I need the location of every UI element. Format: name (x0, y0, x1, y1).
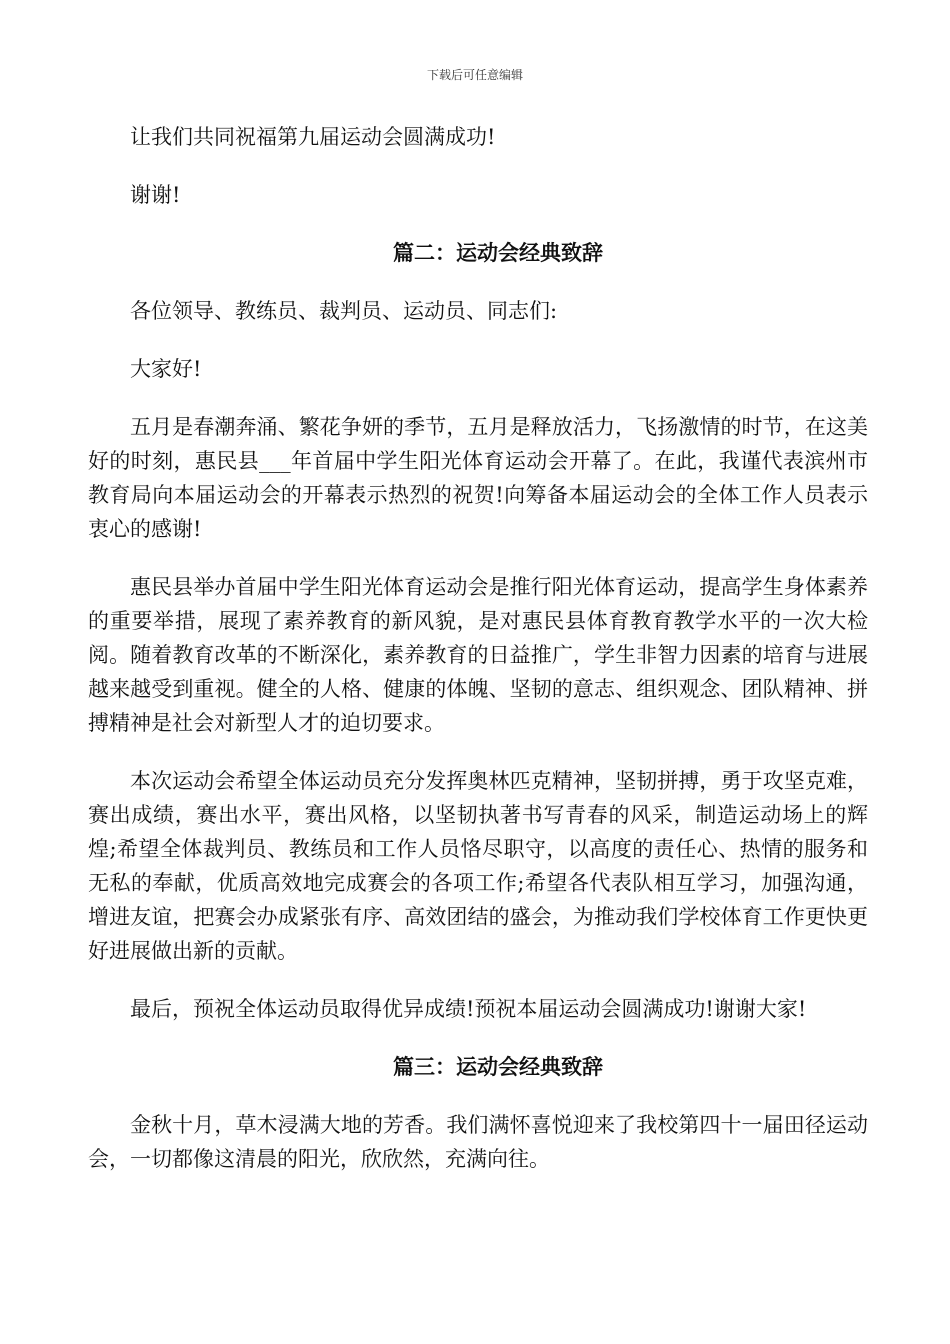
significance-paragraph: 惠民县举办首届中学生阳光体育运动会是推行阳光体育运动，提高学生身体素养的重要举措，展现了素养教育的新风貌，是对惠民县体育教育教学水平的一次大检阅。随着教育改革的不断深化，素养教育的日益推广，学生非智力因素的培育与进展越来越受到重视。健全的人格、健康的体魄、坚韧的意志、组织观念、团队精神、拼搏精神是社会对新型人才的迫切要求。 (88, 575, 868, 735)
closing-blessing-paragraph: 让我们共同祝福第九届运动会圆满成功! (130, 125, 496, 149)
hopes-paragraph: 本次运动会希望全体运动员充分发挥奥林匹克精神，坚韧拼搏，勇于攻坚克难，赛出成绩，赛出水平，赛出风格，以坚韧执著书写青春的风采，制造运动场上的辉煌;希望全体裁判员、教练员和工作人员恪尽职守，以高度的责任心、热情的服务和无私的奉献，优质高效地完成赛会的各项工作;希望各代表队相互学习，加强沟通，增进友谊，把赛会办成紧张有序、高效团结的盛会，为推动我们学校体育工作更快更好进展做出新的贡献。 (88, 769, 868, 963)
opening-paragraph: 五月是春潮奔涌、繁花争妍的季节，五月是释放活力，飞扬激情的时节，在这美好的时刻，惠民县___年首届中学生阳光体育运动会开幕了。在此，我谨代表滨州市教育局向本届运动会的开幕表示热烈的祝贺!向筹备本届运动会的全体工作人员表示衷心的感谢! (88, 415, 868, 541)
autumn-opening-paragraph: 金秋十月，草木浸满大地的芳香。我们满怀喜悦迎来了我校第四十一届田径运动会，一切都像这清晨的阳光，欣欣然，充满向往。 (88, 1113, 868, 1171)
document-body (88, 120, 868, 1200)
salutation-paragraph: 各位领导、教练员、裁判员、运动员、同志们: (130, 299, 558, 323)
greeting-paragraph: 大家好! (130, 357, 202, 381)
thanks-paragraph: 谢谢! (130, 183, 181, 207)
section-heading-3: 篇三：运动会经典致辞 (393, 1054, 603, 1079)
section-heading-2: 篇二：运动会经典致辞 (393, 240, 603, 265)
final-wishes-paragraph: 最后，预祝全体运动员取得优异成绩!预祝本届运动会圆满成功!谢谢大家! (130, 997, 807, 1021)
page-header-note: 下载后可任意编辑 (426, 68, 523, 82)
